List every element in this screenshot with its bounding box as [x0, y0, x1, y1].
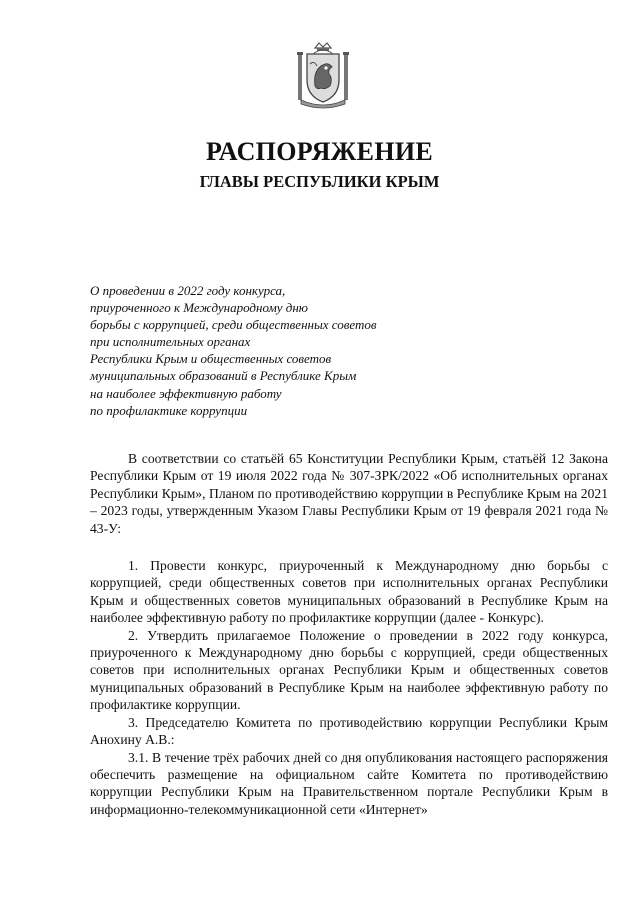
body-paragraph-item-1: 1. Провести конкурс, приуроченный к Международному дню борьбы с коррупцией, среди общественных советов при исполнительных органах Республики Крым и общественных советов муниципальных образований в Республике Крым на наиболее эффективную работу по профилактике коррупции (далее - Конкурс). [90, 558, 608, 626]
subject-line: борьбы с коррупцией, среди общественных советов [90, 317, 377, 333]
document-title: РАСПОРЯЖЕНИЕ [205, 137, 434, 166]
subject-line: при исполнительных органах [90, 334, 251, 350]
body-paragraph-item-3-1: 3.1. В течение трёх рабочих дней со дня опубликования настоящего распоряжения обеспечить размещение на официальном сайте Комитета по противодействию коррупции Республики Крым на Правительственном портале Республики Крым в информационно-телекоммуникационной сети «Интернет» [90, 749, 608, 817]
subject-line: на наиболее эффективную работу [90, 385, 282, 401]
subject-line: по профилактике коррупции [90, 402, 248, 418]
document-subtitle: ГЛАВЫ РЕСПУБЛИКИ КРЫМ [199, 172, 440, 191]
subject-line: муниципальных образований в Республике Крым [90, 368, 357, 384]
body-paragraph-preamble: В соответствии со статьёй 65 Конституции Республики Крым, статьёй 12 Закона Республики Крым от 19 июля 2022 года № 307-ЗРК/2022 «Об исполнительных органах Республики Крым», Планом по противодействию коррупции в Республике Крым на 2021 – 2023 годы, утвержденным Указом Главы Республики Крым от 19 февраля 2021 года № 43-У: [90, 451, 608, 536]
body-paragraph-item-3: 3. Председателю Комитета по противодействию коррупции Республики Крым Анохину А.В.: [90, 714, 608, 748]
coat-of-arms-crimea-icon [295, 42, 351, 110]
body-paragraph-item-2: 2. Утвердить прилагаемое Положение о проведении в 2022 году конкурса, приуроченного к Международному дню борьбы с коррупцией, среди общественных советов при исполнительных органах Республики Крым и общественных советов муниципальных образований в Республике Крым на наиболее эффективную работу по профилактике коррупции. [90, 627, 608, 713]
document-body [90, 450, 608, 818]
subject-line: Республики Крым и общественных советов [90, 351, 332, 367]
subject-line: приуроченного к Международному дню [90, 300, 308, 316]
document-subject [90, 282, 430, 419]
subject-line: О проведении в 2022 году конкурса, [90, 283, 286, 298]
